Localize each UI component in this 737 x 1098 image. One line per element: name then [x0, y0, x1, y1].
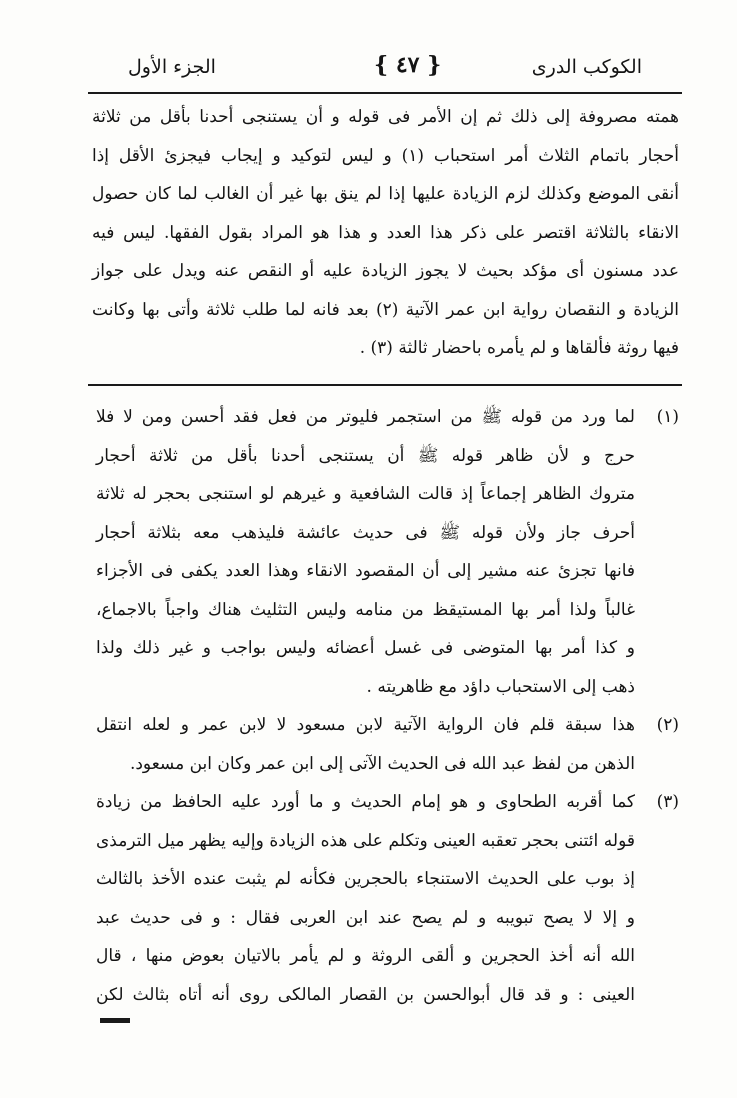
footnote-line: كما أقربه الطحاوى و هو إمام الحديث و ما أورد عليه الحافظ من زيادة	[96, 792, 635, 812]
text-line: عدد مسنون أى مؤكد بحيث لا يجوز الزيادة عليه أو النقص عنه ويدل على جواز	[92, 261, 679, 281]
footnote-number: (٣)	[656, 792, 679, 812]
main-text	[92, 98, 679, 368]
footnote-line: فانها تجزىٔ عنه مشير إلى أن المقصود الانقاء وهذا العدد يكفى فى الأجزاء	[96, 561, 635, 581]
footnote-number: (١)	[656, 407, 679, 427]
text-line: الزيادة و النقصان رواية ابن عمر الآتية (٢) بعد فانه لما طلب ثلاثة وأتى بها وكانت	[92, 299, 679, 320]
text-line: أحجار باتمام الثلاث أمر استحباب (١) و ليس لتوكيد و إيجاب فيجزىٔ الأقل إذا	[92, 145, 679, 166]
page-number: { ٤٧ }	[374, 52, 442, 78]
header-rule	[88, 92, 682, 94]
page-header	[0, 52, 737, 92]
footnote-line: العينى : و قد قال أبوالحسن بن القصار المالكى روى أنه أتاه بثالث لكن	[96, 984, 635, 1005]
text-line: همته مصروفة إلى ذلك ثم إن الأمر فى قوله و أن يستنجى أحدنا بأقل من ثلاثة	[92, 107, 679, 127]
text-line: أنقى الموضع وكذلك لزم الزيادة عليها إذا لم ينق بها غير أن الغالب لما كان حصول	[92, 184, 679, 204]
footnote-line: الله أنه أخذ الحجرين و ألقى الروثة و لم يأمر بالاتيان بعوض منها ، قال	[96, 946, 635, 966]
footnote-line: هذا سبقة قلم فان الرواية الآتية لابن مسعود لا لابن عمر و لعله انتقل	[96, 715, 635, 735]
footnote-line: و إلا لا يصح تبويبه و لم يصح عند ابن العربى فقال : و فى حديث عبد	[96, 907, 635, 928]
footnote-line: متروك الظاهر إجماعاً إذ قالت الشافعية و غيرهم لو استنجى بحجر له ثلاثة	[96, 484, 635, 504]
text-line: الانقاء بالثلاثة اقتصر على ذكر هذا العدد و هذا هو المراد بقول الفقها. ليس فيه	[92, 222, 679, 243]
footnote-3	[96, 783, 679, 1014]
text-line: فيها روثة فألقاها و لم يأمره باحضار ثالثة (٣) .	[359, 338, 679, 358]
volume-label: الجزء الأول	[128, 56, 216, 78]
footnote-line: ذهب إلى الاستحباب داؤد مع ظاهريته .	[366, 676, 635, 697]
footnote-rule	[88, 384, 682, 386]
footnote-line: حرج و لأن ظاهر قوله ﷺ أن يستنجى أحدنا بأقل من ثلاثة أحجار	[96, 445, 635, 466]
book-title: الكوكب الدرى	[531, 56, 642, 78]
footnote-line: إذ بوب على الحديث الاستنجاء بالحجرين فكأنه لم يثبت عنده الأخذ بالثالث	[96, 869, 635, 889]
footnote-line: غالباً ولذا أمر بها المستيقظ من منامه وليس التثليث هناك واجباً بالاجماع،	[96, 599, 635, 620]
footnote-line: الذهن من لفظ عبد الله فى الحديث الآتى إلى ابن عمر وكان ابن مسعود.	[129, 753, 635, 774]
footnote-line: أحرف جاز ولأن قوله ﷺ فى حديث عائشة فليذهب معه بثلاثة أحجار	[96, 522, 635, 543]
footnote-2	[96, 706, 679, 783]
continuation-mark	[100, 1018, 130, 1023]
footnote-line: لما ورد من قوله ﷺ من استجمر فليوتر من فعل فقد أحسن ومن لا فلا	[96, 407, 635, 427]
footnote-1	[96, 398, 679, 706]
footnote-line: و كذا أمر بها المتوضى فى غسل أعضائه وليس بواجب و غير ذلك ولذا	[96, 638, 635, 658]
footnote-line: قوله ائتنى بحجر تعقبه العينى وتكلم على هذه الزيادة وإليه يظهر ميل الترمذى	[96, 830, 635, 851]
footnote-number: (٢)	[656, 715, 679, 735]
footnotes	[96, 398, 679, 1014]
